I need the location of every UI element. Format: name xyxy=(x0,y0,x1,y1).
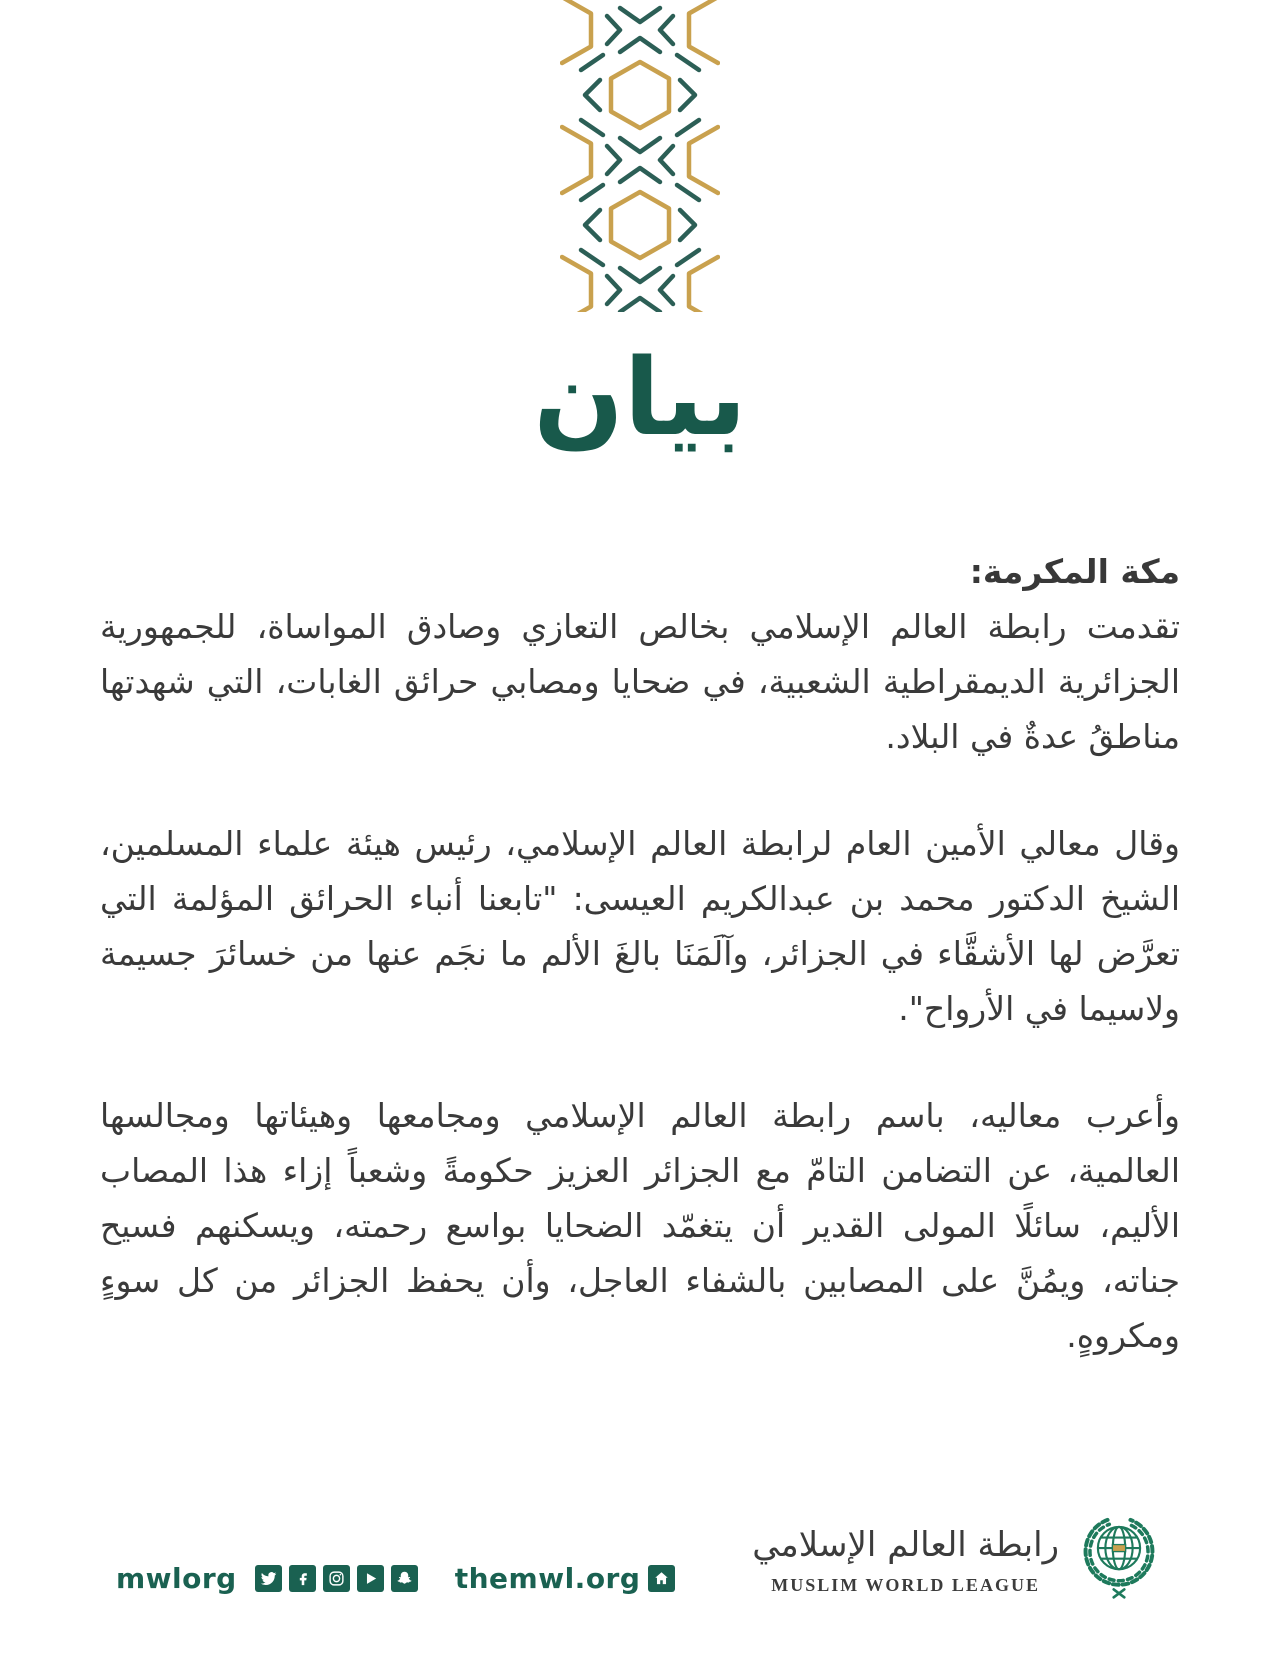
social-handle[interactable]: mwlorg xyxy=(116,1562,237,1595)
youtube-icon[interactable] xyxy=(357,1565,384,1592)
paragraph-1: تقدمت رابطة العالم الإسلامي بخالص التعازي وصادق المواساة، للجمهورية الجزائرية الديمقراطية الشعبية، في ضحايا ومصابي حرائق الغابات، التي شهدتها مناطقُ عدةٌ في البلاد. xyxy=(100,607,1180,756)
snapchat-icon[interactable] xyxy=(391,1565,418,1592)
mwl-logo xyxy=(752,1509,1163,1603)
paragraph-3: وأعرب معاليه، باسم رابطة العالم الإسلامي ومجامعها وهيئاتها ومجالسها العالمية، عن التضامن التامّ مع الجزائر العزيز حكومةً وشعباً إزاء هذا المصاب الأليم، سائلًا المولى القدير أن يتغمّد الضحايا بواسع رحمته، ويسكنهم فسيح جناته، ويمُنَّ على المصابين بالشفاء العاجل، وأن يحفظ الجزائر من كل سوءٍ ومكروهٍ. xyxy=(100,1096,1180,1355)
facebook-icon[interactable] xyxy=(289,1565,316,1592)
dateline: مكة المكرمة: xyxy=(969,552,1180,591)
paragraph-2: وقال معالي الأمين العام لرابطة العالم الإسلامي، رئيس هيئة علماء المسلمين، الشيخ الدكتور محمد بن عبدالكريم العيسى: "تابعنا أنباء الحرائق المؤلمة التي تعرَّض لها الأشقَّاء في الجزائر، وآلَمَنَا بالغَ الألم ما نجَم عنها من خسائرَ جسيمة ولاسيما في الأرواح". xyxy=(100,824,1180,1028)
footer xyxy=(116,1509,1163,1603)
logo-arabic-calligraphy: رابطة العالم الإسلامي xyxy=(752,1524,1059,1565)
globe-wreath-emblem xyxy=(1075,1509,1163,1603)
home-icon[interactable] xyxy=(648,1565,675,1592)
hexagon-pattern-icon xyxy=(560,0,720,312)
instagram-icon[interactable] xyxy=(323,1565,350,1592)
page-title: بيان xyxy=(533,336,747,459)
twitter-icon[interactable] xyxy=(255,1565,282,1592)
footer-links xyxy=(116,1562,675,1603)
statement-body xyxy=(100,544,1180,1363)
website-link[interactable]: themwl.org xyxy=(454,1562,641,1595)
geometric-pattern xyxy=(560,0,720,312)
logo-english-name: MUSLIM WORLD LEAGUE xyxy=(771,1574,1040,1595)
mwl-logo-text xyxy=(752,1517,1059,1596)
